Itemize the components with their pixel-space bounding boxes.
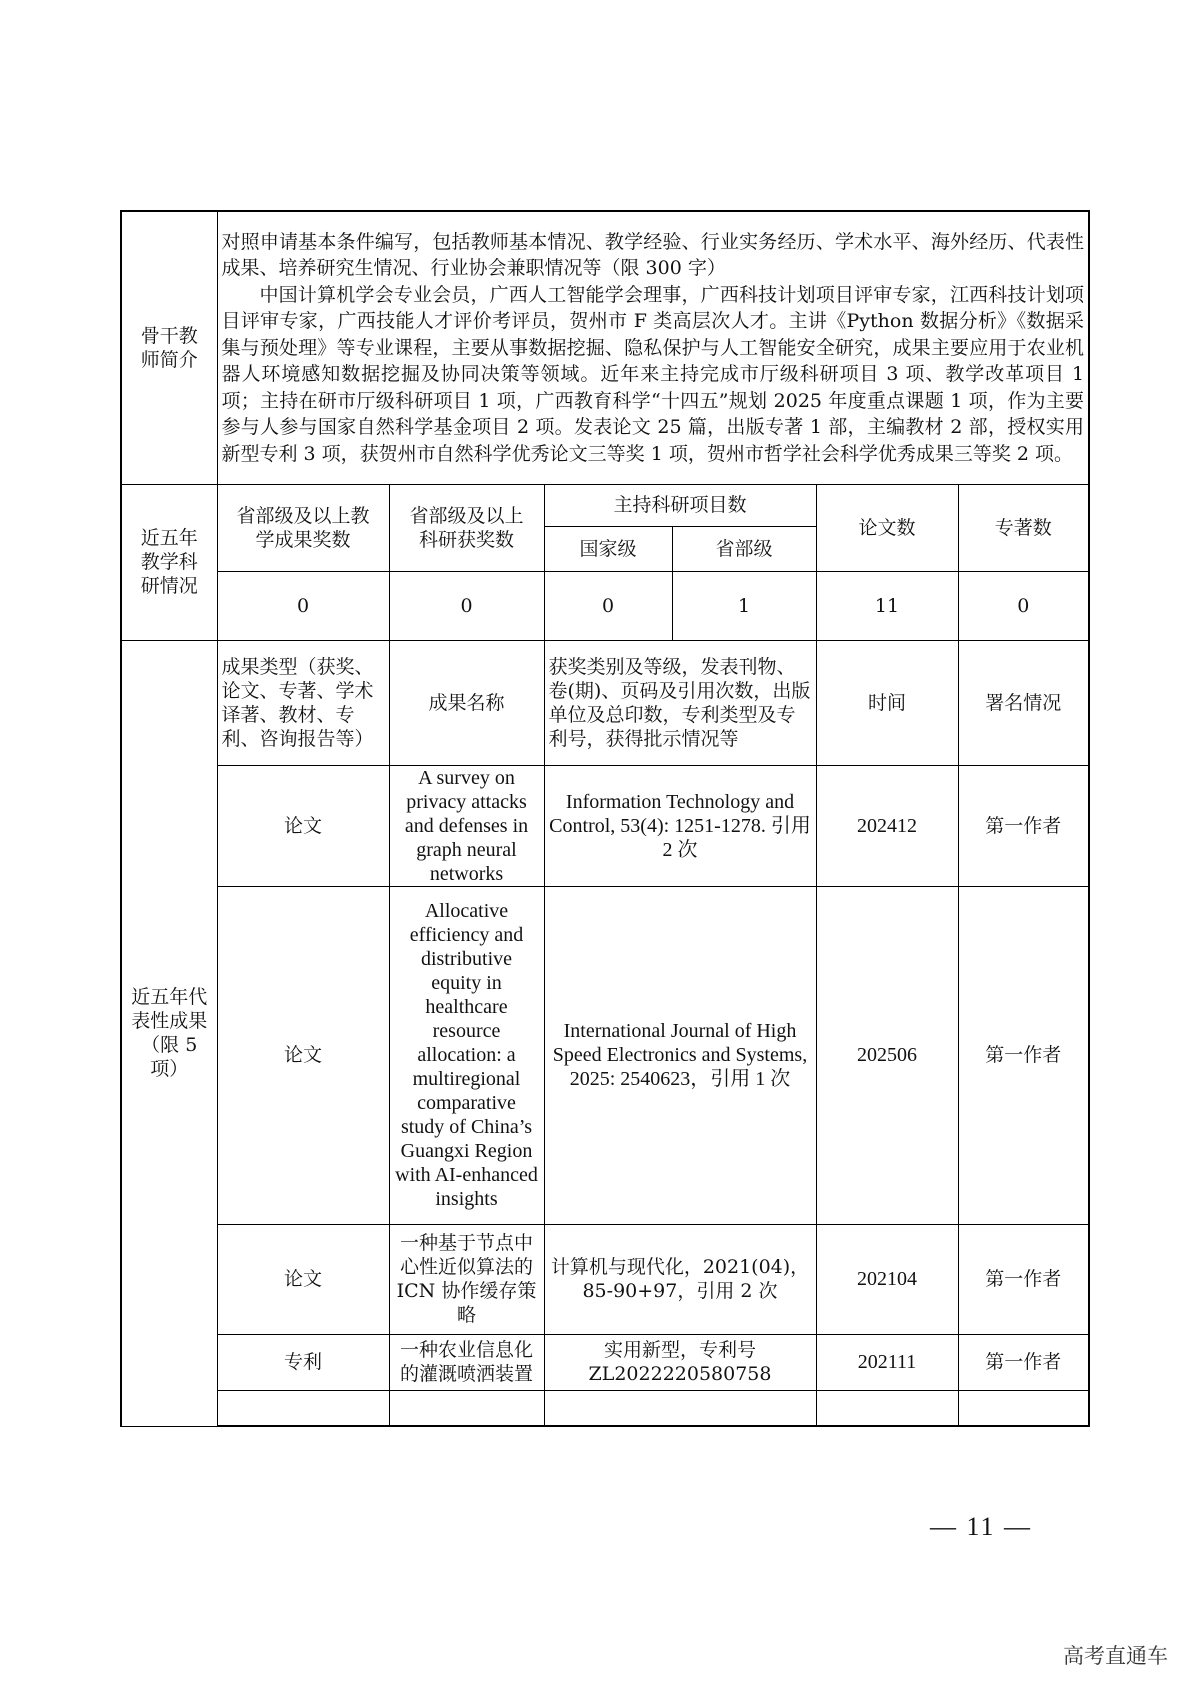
row-detail: International Journal of High Speed Electronics and Systems, 2025: 2540623，引用 1 次 xyxy=(544,886,816,1224)
row-type: 专利 xyxy=(217,1334,389,1390)
row-name: 一种农业信息化的灌溉喷洒装置 xyxy=(389,1334,544,1390)
value-research-awards: 0 xyxy=(389,571,544,640)
row-time: 202111 xyxy=(816,1334,958,1390)
value-monographs: 0 xyxy=(958,571,1089,640)
intro-content xyxy=(217,211,1089,484)
row-time: 202104 xyxy=(816,1224,958,1334)
row-time: 202506 xyxy=(816,886,958,1224)
header-research-awards: 省部级及以上科研获奖数 xyxy=(389,484,544,571)
header-projects: 主持科研项目数 xyxy=(544,484,816,526)
table-row xyxy=(121,1224,1089,1334)
header-name: 成果名称 xyxy=(389,640,544,765)
intro-label: 骨干教师简介 xyxy=(121,211,217,484)
header-time: 时间 xyxy=(816,640,958,765)
header-papers: 论文数 xyxy=(816,484,958,571)
page-number: — 11 — xyxy=(930,1512,1033,1541)
header-national: 国家级 xyxy=(544,526,672,571)
header-author: 署名情况 xyxy=(958,640,1089,765)
intro-body: 中国计算机学会专业会员，广西人工智能学会理事，广西科技计划项目评审专家，江西科技计划项目评审专家，广西技能人才评价考评员，贺州市 F 类高层次人才。主讲《Python 数据分析》《数据采集与预处理》等专业课程，主要从事数据挖掘、隐私保护与人工智能安全研究，成果主要应用于农业机器人环境感知数据挖掘及协同决策等领域。近年来主持完成市厅级科研项目 3 项、教学改革项目 1 项；主持在研市厅级科研项目 1 项，广西教育科学“十四五”规划 2025 年度重点课题 1 项，作为主要参与人参与国家自然科学基金项目 2 项。发表论文 25 篇，出版专著 1 部，主编教材 2 部，授权实用新型专利 3 项，获贺州市自然科学优秀论文三等奖 1 项，贺州市哲学社会科学优秀成果三等奖 2 项。 xyxy=(221,283,1085,465)
achievements-label: 近五年代表性成果（限 5 项） xyxy=(121,640,217,1426)
header-teaching-awards: 省部级及以上教学成果奖数 xyxy=(217,484,389,571)
row-author: 第一作者 xyxy=(958,1334,1089,1390)
header-provincial: 省部级 xyxy=(672,526,816,571)
header-type: 成果类型（获奖、论文、专著、学术译著、教材、专利、咨询报告等） xyxy=(217,640,389,765)
table-row xyxy=(121,1334,1089,1390)
row-author: 第一作者 xyxy=(958,765,1089,886)
stats-label: 近五年教学科研情况 xyxy=(121,484,217,640)
row-name: 一种基于节点中心性近似算法的 ICN 协作缓存策略 xyxy=(389,1224,544,1334)
row-type: 论文 xyxy=(217,886,389,1224)
table-row xyxy=(121,886,1089,1224)
row-author: 第一作者 xyxy=(958,886,1089,1224)
value-provincial: 1 xyxy=(672,571,816,640)
header-detail: 获奖类别及等级，发表刊物、卷(期)、页码及引用次数，出版单位及总印数，专利类型及专利号，获得批示情况等 xyxy=(544,640,816,765)
intro-instruction: 对照申请基本条件编写，包括教师基本情况、教学经验、行业实务经历、学术水平、海外经历、代表性成果、培养研究生情况、行业协会兼职情况等（限 300 字） xyxy=(221,230,1085,279)
row-detail: 计算机与现代化，2021(04)，85-90+97，引用 2 次 xyxy=(544,1224,816,1334)
header-monographs: 专著数 xyxy=(958,484,1089,571)
value-papers: 11 xyxy=(816,571,958,640)
watermark-text: 高考直通车 xyxy=(1063,1644,1168,1668)
row-type: 论文 xyxy=(217,765,389,886)
value-national: 0 xyxy=(544,571,672,640)
row-name: Allocative efficiency and distributive equity in healthcare resource allocation: a multiregional comparative study of China’s Guangxi Region with AI-enhanced insights xyxy=(389,886,544,1224)
table-row xyxy=(121,765,1089,886)
row-time: 202412 xyxy=(816,765,958,886)
row-detail: 实用新型，专利号 ZL2022220580758 xyxy=(544,1334,816,1390)
value-teaching-awards: 0 xyxy=(217,571,389,640)
row-detail: Information Technology and Control, 53(4): 1251-1278. 引用 2 次 xyxy=(544,765,816,886)
row-name: A survey on privacy attacks and defenses in graph neural networks xyxy=(389,765,544,886)
row-author: 第一作者 xyxy=(958,1224,1089,1334)
application-form-table xyxy=(120,210,1090,1427)
table-row-empty xyxy=(121,1390,1089,1426)
row-type: 论文 xyxy=(217,1224,389,1334)
